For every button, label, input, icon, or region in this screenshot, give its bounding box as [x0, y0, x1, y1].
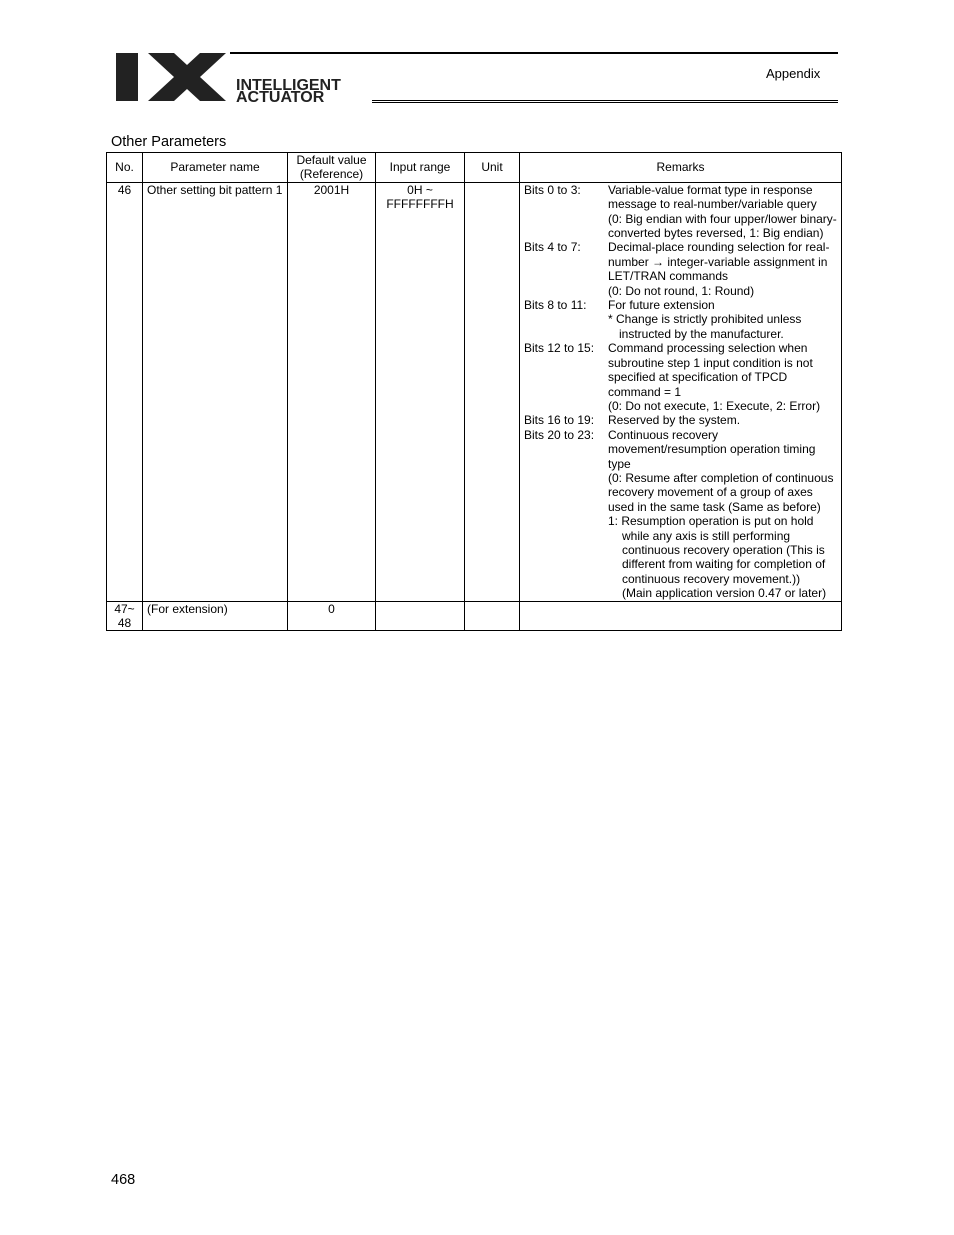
header-parameter-name: Parameter name [143, 153, 288, 183]
header-rule-top [230, 52, 838, 54]
header-no: No. [107, 153, 143, 183]
bit-desc: Continuous recovery movement/resumption operation timing type [608, 427, 816, 471]
bit-option: 1: Resumption operation is put on hold [608, 514, 814, 529]
header-remarks: Remarks [520, 153, 842, 183]
header-unit: Unit [465, 153, 520, 183]
header-default-line2: (Reference) [299, 167, 364, 182]
no-line1: 47~ [114, 601, 135, 616]
header-rule-bottom [372, 100, 838, 101]
logo-text-line2: ACTUATOR [236, 89, 325, 103]
bit-desc: (0: Do not execute, 1: Execute, 2: Error) [608, 398, 821, 413]
header-input-range: Input range [376, 153, 465, 183]
company-logo [114, 51, 396, 103]
cell-remarks [520, 182, 842, 601]
cell-no [107, 601, 143, 631]
bit-item [524, 428, 837, 601]
bit-label: Bits 20 to 23: [524, 427, 595, 442]
bit-desc: (0: Resume after completion of continuous recovery movement of a group of axes used in the same task (Same as before) [608, 470, 834, 514]
no-line2: 48 [117, 616, 132, 630]
bit-label: Bits 4 to 7: [524, 240, 581, 255]
page-number: 468 [111, 1172, 136, 1188]
cell-input-range [376, 601, 465, 631]
range-line2: FFFFFFFFH [386, 197, 454, 212]
cell-parameter-name: Other setting bit pattern 1 [143, 182, 288, 601]
cell-unit [465, 182, 520, 601]
bit-desc: Command processing selection when subroutine step 1 input condition is not specified at specification of TPCD command = 1 [608, 341, 813, 399]
bit-note: * Change is strictly prohibited unless instructed by the manufacturer. [608, 312, 802, 341]
section-title: Other Parameters [111, 134, 227, 150]
cell-unit [465, 601, 520, 631]
cell-default: 0 [288, 601, 376, 631]
cell-parameter-name: (For extension) [143, 601, 288, 631]
table-row [107, 182, 842, 601]
bit-label: Bits 0 to 3: [524, 182, 581, 197]
bit-option-version: (Main application version 0.47 or later) [622, 586, 827, 601]
logo-text-line1: INTELLIGENT [236, 77, 341, 94]
bit-label: Bits 8 to 11: [524, 298, 587, 313]
header-section-label: Appendix [766, 66, 821, 81]
parameters-table [106, 152, 842, 631]
bit-desc: (0: Do not round, 1: Round) [608, 283, 755, 298]
cell-default: 2001H [288, 182, 376, 601]
cell-no: 46 [107, 182, 143, 601]
bit-item [524, 183, 837, 241]
bit-desc: Variable-value format type in response message to real-number/variable query [608, 182, 817, 212]
bit-desc: Decimal-place rounding selection for real-number → integer-variable assignment in LET/TRAN commands [608, 240, 830, 284]
bit-item [524, 240, 837, 298]
bit-option-cont: while any axis is still performing continuous recovery operation (This is different from waiting for completion of continuous recovery movement.)) [622, 528, 826, 586]
cell-remarks [520, 601, 842, 631]
bit-item [524, 341, 837, 413]
header-default-value [288, 153, 376, 183]
range-line1: 0H ~ [407, 182, 433, 197]
bit-item [524, 413, 837, 427]
header-rule-bottom-2 [372, 102, 838, 103]
bit-label: Bits 16 to 19: [524, 413, 595, 428]
bit-desc: Reserved by the system. [608, 413, 741, 428]
bit-item [524, 298, 837, 341]
bit-label: Bits 12 to 15: [524, 341, 595, 356]
table-header-row [107, 153, 842, 183]
header-default-line1: Default value [296, 153, 367, 167]
bit-desc: (0: Big endian with four upper/lower binary-converted bytes reversed, 1: Big endian) [608, 211, 837, 241]
bit-desc: For future extension [608, 298, 715, 313]
table-row [107, 601, 842, 631]
cell-input-range [376, 182, 465, 601]
